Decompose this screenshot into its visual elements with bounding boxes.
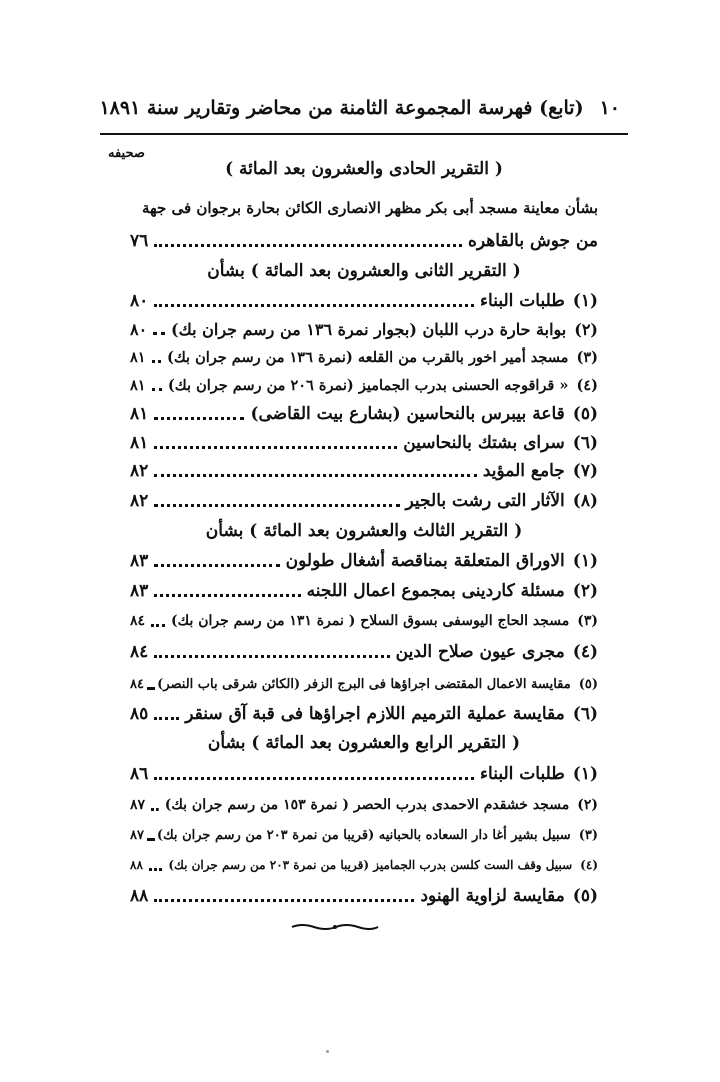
toc-entry	[130, 668, 598, 700]
entry-text: « قراقوجه الحسنى بدرب الجماميز (نمرة ٢٠٦ من رسم جران بك)	[167, 376, 569, 394]
entry-number: (٣)	[576, 348, 598, 366]
toc-entry	[130, 636, 598, 668]
entry-page: ٨٣	[130, 551, 149, 571]
dot-leader	[152, 388, 162, 391]
entry-text: جامع المؤيد	[482, 461, 565, 481]
entry-number: (٦)	[572, 704, 598, 724]
toc-entry	[130, 698, 598, 730]
toc-entry	[130, 849, 598, 881]
dot-leader	[153, 332, 165, 335]
section-intro: بشأن معاينة مسجد أبى بكر مظهر الانصارى الكائن بحارة برجوان فى جهة	[142, 199, 598, 217]
entry-text: مجرى عيون صلاح الدين	[395, 642, 565, 662]
entry-text: مقايسة الاعمال المقتضى اجراؤها فى البرج الزفر (الكائن شرقى باب النصر)	[157, 676, 571, 692]
running-title: (تابع) فهرسة المجموعة الثامنة من محاضر وتقارير سنة ١٨٩١	[99, 97, 584, 119]
section-heading: ( التقرير الحادى والعشرون بعد المائة )	[225, 159, 503, 179]
entry-number: (٥)	[572, 886, 598, 906]
dot-leader	[151, 624, 165, 627]
dot-leader	[154, 777, 474, 780]
entry-page: ٨٢	[130, 461, 149, 481]
entry-page: ٨٨	[130, 886, 149, 906]
entry-text: طلبات البناء	[480, 764, 565, 784]
entry-page: ٨٥	[130, 704, 149, 724]
entry-text: سبيل وقف الست كلسن بدرب الجماميز (قريبا من نمرة ٢٠٣ من رسم جران بك)	[168, 858, 573, 872]
entry-text: قاعة بيبرس بالنحاسين (بشارع بيت القاضى)	[250, 404, 565, 424]
entry-page: ٨٤	[130, 642, 149, 662]
entry-number: (٣)	[578, 827, 598, 843]
entry-number: (٧)	[572, 461, 598, 481]
toc-entry	[130, 369, 598, 401]
dot-leader	[154, 655, 389, 658]
entry-text: مقايسة عملية الترميم اللازم اجراؤها فى قبة آق سنقر	[185, 704, 565, 724]
entry-number: (٦)	[572, 433, 598, 453]
dot-leader	[154, 446, 397, 449]
entry-page: ٨٧	[130, 827, 144, 843]
entry-page: ٨٧	[130, 797, 146, 813]
dot-leader	[154, 564, 279, 567]
entry-number: (٢)	[574, 319, 598, 339]
dot-leader	[154, 304, 474, 307]
page-column-label: صحيفه	[108, 146, 145, 161]
toc-entry	[130, 575, 598, 607]
dot-leader	[154, 594, 300, 597]
toc-entry	[130, 605, 598, 637]
section-heading: ( التقرير الثالث والعشرون بعد المائة ) بشأن	[205, 521, 523, 541]
entry-number: (٣)	[577, 613, 598, 629]
entry-text: بوابة حارة درب اللبان (بجوار نمرة ١٣٦ من رسم جران بك)	[171, 319, 567, 339]
entry-number: (١)	[572, 551, 598, 571]
dot-leader	[151, 808, 159, 811]
page-number: ١٠	[599, 97, 620, 119]
ornament-divider	[290, 922, 380, 932]
entry-page: ٨٤	[130, 613, 146, 629]
entry-text: من جوش بالقاهره	[467, 231, 598, 251]
paper-speck	[326, 1050, 329, 1053]
dot-leader	[152, 360, 161, 363]
entry-number: (٥)	[572, 404, 598, 424]
toc-entry	[130, 398, 598, 430]
entry-number: (٤)	[580, 858, 598, 872]
toc-entry	[130, 225, 598, 257]
entry-page: ٨١	[130, 348, 146, 366]
toc-entry	[130, 789, 598, 821]
entry-number: (٤)	[572, 642, 598, 662]
dot-leader	[154, 244, 462, 247]
section-heading: ( التقرير الرابع والعشرون بعد المائة ) بشأن	[207, 733, 521, 753]
dot-leader	[150, 687, 151, 690]
dot-leader	[154, 717, 179, 720]
entry-text: مسجد أمير اخور بالقرب من القلعه (نمرة ١٣٦ من رسم جران بك)	[166, 348, 569, 366]
entry-page: ٨٣	[130, 581, 149, 601]
entry-number: (١)	[572, 291, 598, 311]
entry-page: ٨١	[130, 433, 149, 453]
entry-number: (٢)	[572, 581, 598, 601]
entry-page: ٨١	[130, 404, 149, 424]
toc-entry	[130, 455, 598, 487]
toc-entry	[130, 758, 598, 790]
entry-page: ٨١	[130, 376, 146, 394]
entry-text: الاوراق المتعلقة بمناقصة أشغال طولون	[285, 551, 565, 571]
entry-number: (١)	[572, 764, 598, 784]
entry-page: ٨٠	[130, 319, 148, 339]
dot-leader	[154, 504, 399, 507]
entry-page: ٧٦	[130, 231, 149, 251]
dot-leader	[150, 838, 151, 841]
entry-text: مقايسة لزاوية الهنود	[420, 886, 565, 906]
entry-page: ٨٦	[130, 764, 149, 784]
entry-number: (٤)	[576, 376, 598, 394]
entry-page: ٨٠	[130, 291, 149, 311]
entry-text: مسجد خشقدم الاحمدى بدرب الحصر ( نمرة ١٥٣ من رسم جران بك)	[164, 797, 570, 813]
entry-text: سراى بشتك بالنحاسين	[403, 433, 565, 453]
entry-number: (٢)	[577, 797, 598, 813]
entry-number: (٥)	[578, 676, 598, 692]
entry-text: سبيل بشير أغا دار السعاده بالحبانيه (قريبا من نمرة ٢٠٣ من رسم جران بك)	[156, 827, 571, 843]
toc-entry	[130, 485, 598, 517]
toc-entry	[130, 880, 598, 912]
entry-text: طلبات البناء	[480, 291, 565, 311]
toc-entry	[130, 545, 598, 577]
entry-text: الآثار التى رشت بالجير	[405, 491, 565, 511]
entry-text: مسئلة كاردينى بمجموع اعمال اللجنه	[306, 581, 565, 601]
entry-page: ٨٢	[130, 491, 149, 511]
dot-leader	[154, 417, 244, 420]
entry-number: (٨)	[572, 491, 598, 511]
toc-entry	[130, 819, 598, 851]
dot-leader	[154, 899, 414, 902]
dot-leader	[154, 474, 477, 477]
dot-leader	[149, 868, 162, 871]
entry-page: ٨٤	[130, 676, 144, 692]
entry-page: ٨٨	[130, 858, 143, 872]
section-heading: ( التقرير الثانى والعشرون بعد المائة ) بشأن	[207, 261, 521, 281]
entry-text: مسجد الحاج اليوسفى بسوق السلاح ( نمرة ١٣١ من رسم جران بك)	[171, 613, 570, 629]
